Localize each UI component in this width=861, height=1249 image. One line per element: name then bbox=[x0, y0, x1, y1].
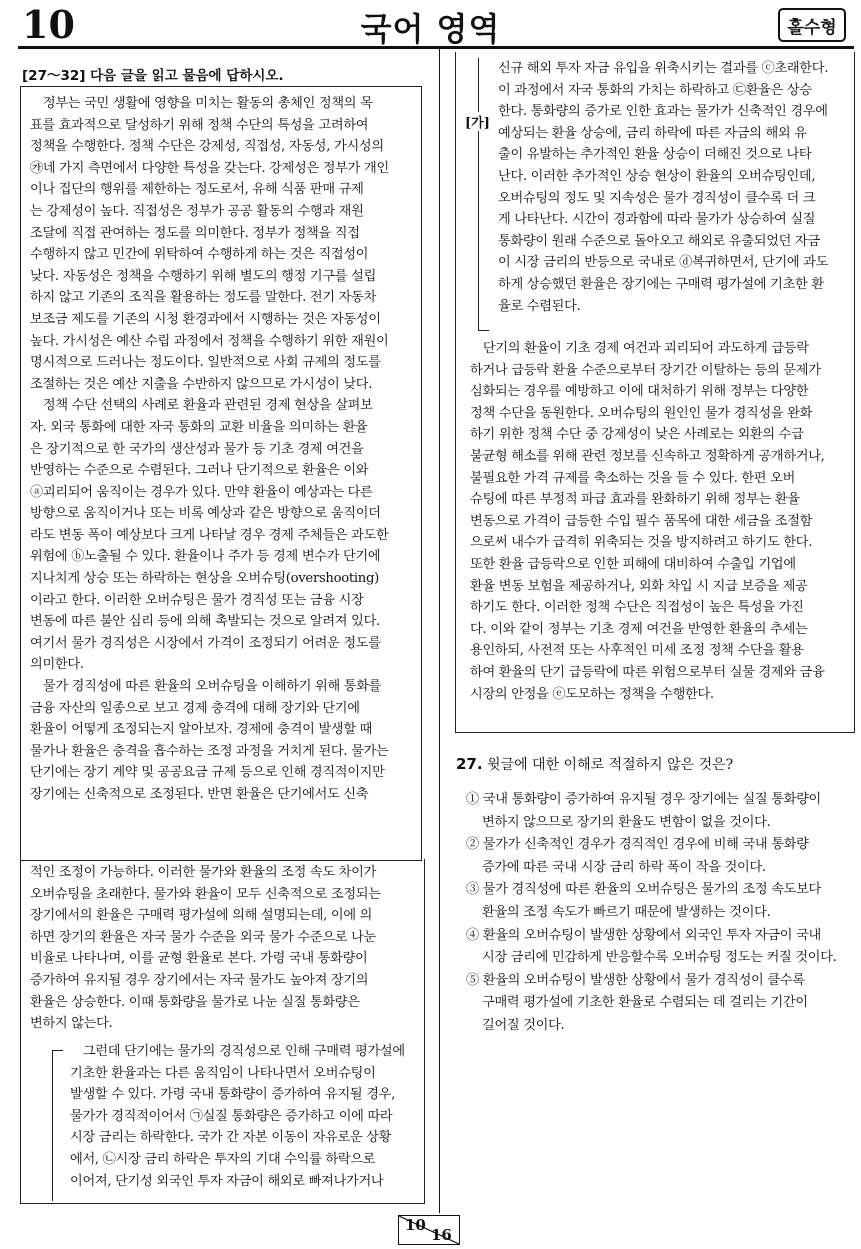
text-line: 정책 수단을 동원한다. 오버슈팅의 원인인 물가 경직성을 완화 bbox=[470, 405, 813, 421]
question-text: 윗글에 대한 이해로 적절하지 않은 것은? bbox=[487, 757, 734, 773]
text-line: 비율로 나타나며, 이를 균형 환율로 본다. 가령 국내 통화량이 bbox=[30, 951, 368, 967]
text-line: 발생할 수 있다. 가령 국내 통화량이 증가하여 유지될 경우, bbox=[70, 1087, 396, 1103]
text-line: 시장의 안정을 ⓔ도모하는 정책을 수행한다. bbox=[470, 686, 714, 702]
text-line: 변동에 따른 불안 심리 등에 의해 촉발되는 것으로 알려져 있다. bbox=[30, 614, 380, 630]
text-line: ㉮네 가지 측면에서 다양한 특성을 갖는다. 강제성은 정부가 개인 bbox=[30, 160, 389, 176]
text-line: 하거나 급등락 환율 수준으로부터 장기간 이탈하는 등의 문제가 bbox=[470, 362, 821, 378]
text-line: 기초한 환율과는 다른 움직임이 나타나면서 오버슈팅이 bbox=[70, 1065, 376, 1081]
text-line: 물가나 환율은 충격을 흡수하는 조정 과정을 거치게 된다. 물가는 bbox=[30, 743, 389, 759]
text-line: 하여 환율의 단기 급등락에 따른 위험으로부터 실물 경제와 금융 bbox=[470, 664, 825, 680]
text-line: 하면 장기의 환율은 자국 물가 수준을 외국 물가 수준으로 나눈 bbox=[30, 929, 377, 945]
bracket-ga-start bbox=[52, 1050, 63, 1201]
text-line: 으로써 내수가 급격히 위축되는 것을 방지하려고 하기도 한다. bbox=[470, 535, 813, 551]
text-line: 또한 환율 급등락으로 인한 피해에 대비하여 수출입 기업에 bbox=[470, 556, 796, 572]
text-line: 이라고 한다. 이러한 오버슈팅은 물가 경직성 또는 금융 시장 bbox=[30, 592, 364, 608]
text-line: 변하지 않는다. bbox=[30, 1016, 113, 1032]
text-line: 장기에는 신축적으로 조정된다. 반면 환율은 단기에서도 신축 bbox=[30, 787, 369, 802]
text-line: 오버슈팅을 초래한다. 물가와 환율이 모두 신축적으로 조정되는 bbox=[30, 886, 381, 902]
page-indicator bbox=[398, 1215, 460, 1245]
text-line: 용인하되, 사전적 또는 사후적인 미세 조정 정책 수단을 활용 bbox=[470, 643, 804, 659]
text-line: 단기의 환율이 기초 경제 여건과 괴리되어 과도하게 급등락 bbox=[470, 341, 809, 356]
text-line: 하기도 한다. 이러한 정책 수단은 직접성이 높은 특성을 가진 bbox=[470, 600, 804, 616]
option-4-line: 시장 금리에 민감하게 반응할수록 오버슈팅 정도는 커질 것이다. bbox=[482, 950, 837, 966]
text-line: 보조금 제도를 기존의 시청 환경과에서 시행하는 것은 자동성이 bbox=[30, 311, 381, 327]
answer-options bbox=[466, 789, 851, 1038]
text-line: 변동으로 가격이 급등한 수입 필수 품목에 대한 세금을 조절함 bbox=[470, 513, 813, 529]
text-line: 통화량이 원래 수준으로 돌아오고 해외로 유출되었던 자금 bbox=[498, 233, 820, 249]
text-line: 의미한다. bbox=[30, 657, 84, 673]
text-line: 하게 상승했던 환율은 장기에는 구매력 평가설에 기초한 환 bbox=[498, 276, 824, 292]
text-line: 환율 변동 보험을 제공하거나, 외화 차입 시 지급 보증을 제공 bbox=[470, 578, 808, 594]
text-line: 율로 수렴된다. bbox=[498, 298, 581, 314]
text-line: 슈팅에 따른 부정적 파급 효과를 완화하기 위해 정부는 환율 bbox=[470, 492, 800, 508]
text-line: 조절하는 것은 예산 지출을 수반하지 않으므로 가시성이 낮다. bbox=[30, 376, 373, 392]
text-line: 정부는 국민 생활에 영향을 미치는 활동의 총체인 정책의 목 bbox=[30, 96, 373, 111]
option-2-line: ② 물가가 신축적인 경우가 경직적인 경우에 비해 국내 통화량 bbox=[466, 837, 809, 853]
text-line: 한다. 통화량의 증가로 인한 효과는 물가가 신축적인 경우에 bbox=[498, 104, 828, 120]
passage-text-bracket-ga-start bbox=[70, 1041, 420, 1192]
option-4-line: ④ 환율의 오버슈팅이 발생한 상황에서 외국인 투자 자금이 국내 bbox=[466, 927, 821, 943]
text-line: 이 시장 금리의 반등으로 국내로 ⓓ복귀하면서, 단기에 과도 bbox=[498, 255, 829, 271]
option-5-line: ⑤ 환율의 오버슈팅이 발생한 상황에서 물가 경직성이 클수록 bbox=[466, 972, 805, 988]
text-line: 명시적으로 드러나는 정도이다. 일반적으로 사회 규제의 정도를 bbox=[30, 355, 381, 371]
text-line: 물가가 경직적이어서 ㉠실질 통화량은 증가하고 이에 따라 bbox=[70, 1108, 393, 1124]
text-line: 단기에는 장기 계약 및 공공요금 규제 등으로 인해 경직적이지만 bbox=[30, 765, 385, 781]
text-line: 높다. 가시성은 예산 수립 과정에서 정책을 수행하기 위한 재원이 bbox=[30, 333, 389, 349]
text-line: 정책을 수행한다. 정책 수단은 강제성, 직접성, 자동성, 가시성의 bbox=[30, 139, 384, 155]
text-line: 낮다. 자동성은 정책을 수행하기 위해 별도의 행정 기구를 설립 bbox=[30, 268, 377, 284]
text-line: 출이 유발하는 추가적인 환율 상승이 더해진 것으로 나타 bbox=[498, 147, 812, 163]
page-number: 10 bbox=[22, 2, 75, 47]
text-line: 불필요한 가격 규제를 축소하는 것을 들 수 있다. 한편 오버 bbox=[470, 470, 796, 486]
text-line: 시장 금리는 하락한다. 국가 간 자본 이동이 자유로운 상황 bbox=[70, 1130, 392, 1146]
text-line: 적인 조정이 가능하다. 이러한 물가와 환율의 조정 속도 차이가 bbox=[30, 865, 377, 880]
question-27 bbox=[456, 754, 733, 774]
text-line: ⓐ괴리되어 움직이는 경우가 있다. 만약 환율이 예상과는 다른 bbox=[30, 484, 373, 500]
option-1-line: ① 국내 통화량이 증가하여 유지될 경우 장기에는 실질 통화량이 bbox=[466, 792, 821, 807]
page-title: 국어 영역 bbox=[360, 10, 501, 48]
text-line: 여기서 물가 경직성은 시장에서 가격이 조정되기 어려운 정도를 bbox=[30, 635, 381, 651]
passage-text-col1 bbox=[30, 93, 415, 806]
exam-type-badge: 홀수형 bbox=[778, 8, 846, 42]
question-number: 27. bbox=[456, 755, 483, 773]
option-5-line: 구매력 평가설에 기초한 환율로 수렴되는 데 걸리는 기간이 bbox=[482, 995, 808, 1011]
text-line: 라도 변동 폭이 예상보다 크게 나타날 경우 경제 주체들은 과도한 bbox=[30, 527, 389, 543]
text-line: 오버슈팅의 정도 및 지속성은 물가 경직성이 클수록 더 크 bbox=[498, 190, 816, 206]
text-line: 반영하는 수준으로 수렴된다. 그러나 단기적으로 환율은 이와 bbox=[30, 463, 369, 479]
text-line: 게 나타난다. 시간이 경과함에 따라 물가가 상승하여 실질 bbox=[498, 212, 816, 228]
text-line: 신규 해외 투자 자금 유입을 위축시키는 결과를 ⓒ초래한다. bbox=[498, 61, 829, 76]
text-line: 표를 효과적으로 달성하기 위해 정책 수단의 특성을 고려하여 bbox=[30, 117, 369, 133]
text-line: 난다. 이러한 추가적인 상승 현상이 환율의 오버슈팅인데, bbox=[498, 168, 816, 184]
passage-text-col3 bbox=[470, 338, 850, 705]
bracket-ga-end bbox=[478, 58, 489, 331]
bracket-label: [가] bbox=[465, 112, 490, 131]
instruction: [27～32] 다음 글을 읽고 물음에 답하시오. bbox=[22, 68, 284, 84]
text-line: 장기에서의 환율은 구매력 평가설에 의해 설명되는데, 이에 의 bbox=[30, 908, 373, 924]
text-line: 환율이 어떻게 조정되는지 알아보자. 경제에 충격이 발생할 때 bbox=[30, 722, 373, 738]
text-line: 자. 외국 통화에 대한 자국 통화의 교환 비율을 의미하는 환율 bbox=[30, 419, 368, 435]
header-rule bbox=[18, 46, 854, 49]
text-line: 예상되는 환율 상승에, 금리 하락에 따른 자금의 해외 유 bbox=[498, 125, 807, 141]
text-line: 물가 경직성에 따른 환율의 오버슈팅을 이해하기 위해 통화를 bbox=[30, 679, 382, 695]
text-line: 금융 자산의 일종으로 보고 경제 충격에 대해 장기와 단기에 bbox=[30, 700, 360, 716]
passage-text-col2 bbox=[30, 862, 418, 1035]
option-2-line: 증가에 따른 국내 시장 금리 하락 폭이 작을 것이다. bbox=[482, 859, 766, 875]
text-line: 수행하지 않고 민간에 위탁하여 수행하게 하는 것은 직접성이 bbox=[30, 247, 369, 263]
option-1-line: 변하지 않으므로 장기의 환율도 변함이 없을 것이다. bbox=[482, 814, 771, 830]
text-line: 지나치게 상승 또는 하락하는 현상을 오버슈팅(overshooting) bbox=[30, 571, 379, 587]
column-divider bbox=[439, 48, 440, 1213]
text-line: 불균형 해소를 위해 관련 정보를 신속하고 정확하게 공개하거나, bbox=[470, 448, 825, 464]
text-line: 방향으로 움직이거나 또는 비록 예상과 같은 방향으로 움직이더 bbox=[30, 506, 381, 522]
text-line: 는 강제성이 높다. 직접성은 정부가 공공 활동의 수행과 재원 bbox=[30, 203, 364, 219]
text-line: 하지 않고 기존의 조직을 활용하는 정도를 말한다. 전기 자동차 bbox=[30, 290, 377, 306]
page-current: 10 bbox=[405, 1216, 426, 1234]
option-3-line: ③ 물가 경직성에 따른 환율의 오버슈팅은 물가의 조정 속도보다 bbox=[466, 882, 821, 898]
passage-text-bracket-ga-end bbox=[498, 58, 850, 317]
text-line: 심화되는 경우를 예방하고 이에 대처하기 위해 정부는 다양한 bbox=[470, 384, 809, 400]
text-line: 이어져, 단기성 외국인 투자 자금이 해외로 빠져나가거나 bbox=[70, 1173, 384, 1189]
option-5-line: 길어질 것이다. bbox=[482, 1017, 565, 1033]
text-line: 이나 집단의 행위를 제한하는 정도로서, 유해 식품 판매 규제 bbox=[30, 182, 364, 198]
page-total: 16 bbox=[431, 1226, 452, 1244]
text-line: 조달에 직접 관여하는 정도를 의미한다. 정부가 정책을 직접 bbox=[30, 225, 360, 241]
text-line: 은 장기적으로 한 국가의 생산성과 물가 등 기초 경제 여건을 bbox=[30, 441, 364, 457]
option-3-line: 환율의 조정 속도가 빠르기 때문에 발생하는 것이다. bbox=[482, 904, 771, 920]
text-line: 에서, ㉡시장 금리 하락은 투자의 기대 수익률 하락으로 bbox=[70, 1151, 376, 1167]
text-line: 하기 위한 정책 수단 중 강제성이 낮은 사례로는 외환의 수급 bbox=[470, 427, 804, 443]
text-line: 정책 수단 선택의 사례로 환율과 관련된 경제 현상을 살펴보 bbox=[30, 398, 373, 414]
text-line: 다. 이와 같이 정부는 기초 경제 여건을 반영한 환율의 추세는 bbox=[470, 621, 808, 637]
text-line: 그런데 단기에는 물가의 경직성으로 인해 구매력 평가설에 bbox=[70, 1044, 405, 1059]
text-line: 환율은 상승한다. 이때 통화량을 물가로 나눈 실질 통화량은 bbox=[30, 994, 360, 1010]
text-line: 이 과정에서 자국 통화의 가치는 하락하고 ㉢환율은 상승 bbox=[498, 82, 812, 98]
text-line: 위험에 ⓑ노출될 수 있다. 환율이나 주가 등 경제 변수가 단기에 bbox=[30, 549, 381, 565]
text-line: 증가하여 유지될 경우 장기에서는 자국 물가도 높아져 장기의 bbox=[30, 972, 369, 988]
